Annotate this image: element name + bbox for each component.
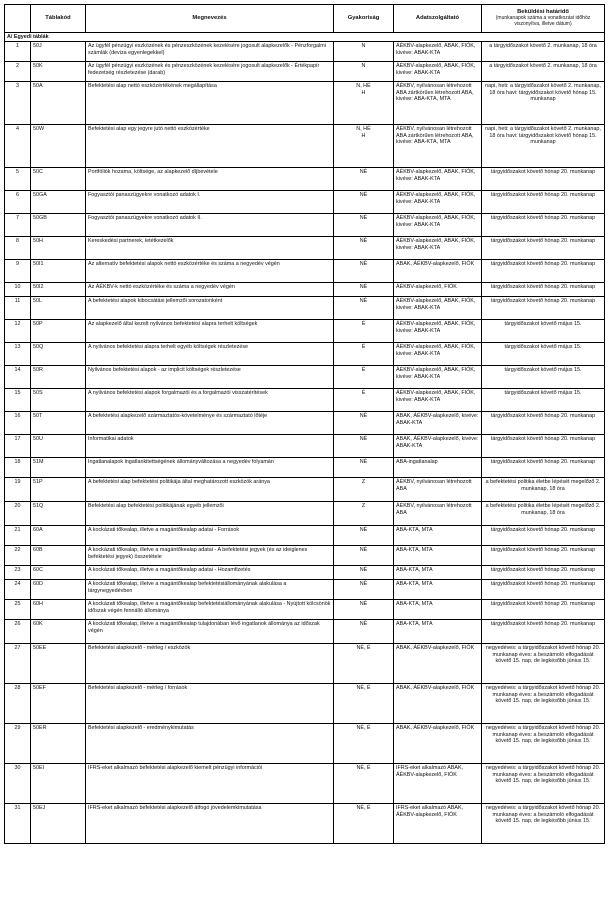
deadline: tárgyidőszakot követő hónap 20. munkanap <box>482 412 605 435</box>
frequency: NÉ, É <box>334 764 394 804</box>
deadline: a tárgyidőszakot követő 2. munkanap, 18 óra <box>482 62 605 82</box>
table-code: 50C <box>31 168 86 191</box>
header-name: Megnevezés <box>86 5 334 33</box>
table-row <box>5 62 605 82</box>
header-num <box>5 5 31 33</box>
table-code: 60A <box>31 526 86 546</box>
table-header-row <box>5 5 605 33</box>
frequency: NÉ <box>334 620 394 644</box>
data-provider: ABAK, ÁÉKBV-alapkezelő, FIÓK <box>394 260 482 283</box>
table-code: 50EF <box>31 684 86 724</box>
table-row <box>5 366 605 389</box>
table-code: 51Q <box>31 502 86 526</box>
deadline: a tárgyidőszakot követő 2. munkanap, 18 óra <box>482 42 605 62</box>
table-name: A befektetési alapkezelő származtatós-követelménye és származtató lőtéje <box>86 412 334 435</box>
deadline: tárgyidőszakot követő május 15. <box>482 343 605 366</box>
frequency: NÉ, É <box>334 644 394 684</box>
deadline: a befektetési politika életbe lépését megelőző 2. munkanap, 18 óra <box>482 502 605 526</box>
frequency: NÉ <box>334 435 394 458</box>
row-number: 16 <box>5 412 31 435</box>
data-provider: ABAK, ÁÉKBV-alapkezelő, kivéve: ABAK-KTA <box>394 412 482 435</box>
deadline: tárgyidőszakot követő május 15. <box>482 366 605 389</box>
table-name: A kockázati tőkealap, illetve a magántőkealap adatai - Források <box>86 526 334 546</box>
frequency: NÉ <box>334 546 394 566</box>
table-name: Az alapkezelő által kezelt nyilvános befektetési alapra terhelt költségek <box>86 320 334 343</box>
table-name: Kereskedési partnerek, letétkezelők <box>86 237 334 260</box>
deadline: tárgyidőszakot követő hónap 20. munkanap <box>482 283 605 297</box>
table-code: 50EE <box>31 644 86 684</box>
table-row <box>5 283 605 297</box>
data-provider: ÁÉKBV-alapkezelő, ABAK, FIÓK, kivéve: ABAK-KTA <box>394 168 482 191</box>
row-number: 7 <box>5 214 31 237</box>
table-row <box>5 526 605 546</box>
table-row <box>5 684 605 724</box>
table-row <box>5 458 605 478</box>
table-code: 50P <box>31 320 86 343</box>
deadline: tárgyidőszakot követő hónap 20. munkanap <box>482 566 605 580</box>
table-name: A kockázati tőkealap, illetve a magántőkealap befektetésiállományának alakulása - Nyújtott kölcsönök időszak végén fennálló állománya <box>86 600 334 620</box>
table-name: Nyilvános befektetési alapok - az implicit költségek részletezése <box>86 366 334 389</box>
table-name: Portfóliók hozama, költsége, az alapkezelő díjbevétele <box>86 168 334 191</box>
deadline: a befektetési politika életbe lépését megelőző 2. munkanap, 18 óra <box>482 478 605 502</box>
deadline: negyedéves: a tárgyidőszakot követő hónap 20. munkanap éves: a beszámoló elfogadását követő 15. nap, de legkésőbb június 15. <box>482 804 605 844</box>
data-provider: ÁÉKBV, nyilvánosan létrehozott ABA <box>394 478 482 502</box>
table-name: IFRS-eket alkalmazó befektetési alapkezelő kiemelt pénzügyi információi <box>86 764 334 804</box>
table-code: 50S <box>31 389 86 412</box>
table-row <box>5 566 605 580</box>
table-row <box>5 260 605 283</box>
table-name: A nyilvános befektetési alapok forgalmazói és a forgalmazói visszatérítések <box>86 389 334 412</box>
table-code: 50J <box>31 42 86 62</box>
table-name: Informatikai adatok <box>86 435 334 458</box>
row-number: 21 <box>5 526 31 546</box>
table-name: A kockázati tőkealap, illetve a magántőkealap befektetésiállományának alakulása a tárgynegyedévben <box>86 580 334 600</box>
row-number: 31 <box>5 804 31 844</box>
frequency: NÉ <box>334 412 394 435</box>
row-number: 18 <box>5 458 31 478</box>
header-deadline-note: (munkanapok száma a vonatkozási időhöz viszonyítva, illetve dátum) <box>495 15 591 27</box>
data-provider: ÁÉKBV-alapkezelő, ABAK, FIÓK, kivéve: ABAK-KTA <box>394 191 482 214</box>
data-provider: ÁÉKBV-alapkezelő, FIÓK <box>394 283 482 297</box>
table-code: 50A <box>31 82 86 125</box>
table-code: 50H <box>31 237 86 260</box>
table-name: Fogyasztói panaszügyekre vonatkozó adatok I. <box>86 191 334 214</box>
table-code: 50L <box>31 297 86 320</box>
frequency: NÉ <box>334 168 394 191</box>
table-name: Az ügyfél pénzügyi eszközének és pénzeszközének kezelésére jogosult alapkezelők - Értékpapír fedezetség részletezése (darab) <box>86 62 334 82</box>
table-name: Befektetési alap befektetési politikájának egyéb jellemzői <box>86 502 334 526</box>
row-number: 1 <box>5 42 31 62</box>
row-number: 5 <box>5 168 31 191</box>
table-name: A nyilvános befektetési alapra terhelt egyéb költségek részletezése <box>86 343 334 366</box>
deadline: tárgyidőszakot követő hónap 20. munkanap <box>482 237 605 260</box>
table-name: A befektetési alapok kibocsátási jellemzői sorozatonként <box>86 297 334 320</box>
deadline: napi, heti: a tárgyidőszakot követő 2. munkanap, 18 óra havi: tárgyidőszakot követő hónap 15. munkanap <box>482 125 605 168</box>
table-row <box>5 478 605 502</box>
data-provider: ÁÉKBV-alapkezelő, ABAK, FIÓK, kivéve: ABAK-KTA <box>394 343 482 366</box>
table-code: 50R <box>31 366 86 389</box>
row-number: 20 <box>5 502 31 526</box>
frequency: NÉ <box>334 237 394 260</box>
data-provider: ÁÉKBV-alapkezelő, ABAK, FIÓK, kivéve: ABAK-KTA <box>394 62 482 82</box>
frequency: Z <box>334 478 394 502</box>
data-provider: ÁÉKBV, nyilvánosan létrehozott ABA <box>394 502 482 526</box>
table-name: Befektetési alapkezelő - eredménykimutatás <box>86 724 334 764</box>
deadline: tárgyidőszakot követő hónap 20. munkanap <box>482 297 605 320</box>
table-code: 50EJ <box>31 804 86 844</box>
table-name: A kockázati tőkealap, illetve a magántőkealap tulajdonában lévő ingatlanok állománya az időszak végén <box>86 620 334 644</box>
frequency: NÉ <box>334 214 394 237</box>
table-code: 60K <box>31 620 86 644</box>
deadline: napi, heti: a tárgyidőszakot követő 2. munkanap, 18 óra havi: tárgyidőszakot követő hónap 15. munkanap <box>482 82 605 125</box>
table-name: Fogyasztói panaszügyekre vonatkozó adatok II. <box>86 214 334 237</box>
table-row <box>5 389 605 412</box>
data-provider: ÁÉKBV-alapkezelő, ABAK, FIÓK, kivéve: ABAK-KTA <box>394 320 482 343</box>
row-number: 19 <box>5 478 31 502</box>
table-name: A befektetési alap befektetési politikája által meghatározott eszközök aránya <box>86 478 334 502</box>
data-provider: ABA-KTA, MTA <box>394 526 482 546</box>
table-row <box>5 502 605 526</box>
table-name: A kockázati tőkealap, illetve a magántőkealap adatai - Hozamfizetés <box>86 566 334 580</box>
table-row <box>5 600 605 620</box>
frequency: É <box>334 320 394 343</box>
frequency: NÉ, É <box>334 804 394 844</box>
row-number: 2 <box>5 62 31 82</box>
table-code: 50I2 <box>31 283 86 297</box>
table-code: 60C <box>31 566 86 580</box>
deadline: tárgyidőszakot követő hónap 20. munkanap <box>482 580 605 600</box>
frequency: N, HÉ H <box>334 82 394 125</box>
table-row <box>5 125 605 168</box>
table-name: Befektetési alapkezelő - mérleg / eszközök <box>86 644 334 684</box>
row-number: 12 <box>5 320 31 343</box>
data-provider: ABA-ingatlanalap <box>394 458 482 478</box>
data-provider: ABAK, ÁÉKBV-alapkezelő, FIÓK <box>394 724 482 764</box>
frequency: NÉ <box>334 191 394 214</box>
table-code: 50GA <box>31 191 86 214</box>
header-provider: Adatszolgáltató <box>394 5 482 33</box>
frequency: NÉ <box>334 526 394 546</box>
frequency: NÉ <box>334 283 394 297</box>
data-provider: ÁÉKBV-alapkezelő, ABAK, FIÓK, kivéve: ABAK-KTA <box>394 366 482 389</box>
data-provider: IFRS-eket alkalmazó ABAK, ÁÉKBV-alapkezelő, FIÓK <box>394 764 482 804</box>
table-row <box>5 724 605 764</box>
table-row <box>5 297 605 320</box>
row-number: 22 <box>5 546 31 566</box>
table-row <box>5 82 605 125</box>
deadline: tárgyidőszakot követő hónap 20. munkanap <box>482 458 605 478</box>
frequency: É <box>334 389 394 412</box>
deadline: tárgyidőszakot követő hónap 20. munkanap <box>482 260 605 283</box>
table-name: Az alternatív befektetési alapok nettó eszközértéke és száma a negyedév végén <box>86 260 334 283</box>
data-provider: ABAK, ÁÉKBV-alapkezelő, kivéve: ABAK-KTA <box>394 435 482 458</box>
table-row <box>5 580 605 600</box>
row-number: 24 <box>5 580 31 600</box>
table-row <box>5 343 605 366</box>
frequency: NÉ <box>334 297 394 320</box>
data-provider: ÁÉKBV-alapkezelő, ABAK, FIÓK, kivéve: ABAK-KTA <box>394 297 482 320</box>
deadline: tárgyidőszakot követő hónap 20. munkanap <box>482 600 605 620</box>
data-provider: ABA-KTA, MTA <box>394 600 482 620</box>
table-row <box>5 546 605 566</box>
deadline: tárgyidőszakot követő május 15. <box>482 320 605 343</box>
data-provider: ABA-KTA, MTA <box>394 566 482 580</box>
deadline: tárgyidőszakot követő hónap 20. munkanap <box>482 191 605 214</box>
table-code: 50ER <box>31 724 86 764</box>
table-row <box>5 237 605 260</box>
table-name: Az ügyfél pénzügyi eszközének és pénzeszközének kezelésére jogosult alapkezelők - Pénzforgalmi számlák (deviza egyenlegekkel) <box>86 42 334 62</box>
row-number: 23 <box>5 566 31 580</box>
data-provider: ABA-KTA, MTA <box>394 580 482 600</box>
frequency: N <box>334 62 394 82</box>
table-name: Befektetési alap nettó eszközértékének megállapítása <box>86 82 334 125</box>
data-provider: ÁÉKBV-alapkezelő, ABAK, FIÓK, kivéve: ABAK-KTA <box>394 42 482 62</box>
table-row <box>5 320 605 343</box>
table-code: 51M <box>31 458 86 478</box>
frequency: NÉ, É <box>334 724 394 764</box>
deadline: negyedéves: a tárgyidőszakot követő hónap 20. munkanap éves: a beszámoló elfogadását követő 15. nap, de legkésőbb június 15. <box>482 644 605 684</box>
table-row <box>5 804 605 844</box>
header-code: Táblakód <box>31 5 86 33</box>
data-provider: ÁÉKBV-alapkezelő, ABAK, FIÓK, kivéve: ABAK-KTA <box>394 389 482 412</box>
row-number: 26 <box>5 620 31 644</box>
row-number: 14 <box>5 366 31 389</box>
frequency: N <box>334 42 394 62</box>
table-name: Ingatlanalapok ingatlankitettségének állományváltozása a negyedév folyamán <box>86 458 334 478</box>
table-row <box>5 42 605 62</box>
section-row <box>5 33 605 42</box>
table-code: 60D <box>31 580 86 600</box>
header-frequency: Gyakoriság <box>334 5 394 33</box>
deadline: tárgyidőszakot követő hónap 20. munkanap <box>482 620 605 644</box>
row-number: 15 <box>5 389 31 412</box>
frequency: Z <box>334 502 394 526</box>
frequency: É <box>334 343 394 366</box>
deadline: tárgyidőszakot követő hónap 20. munkanap <box>482 435 605 458</box>
row-number: 27 <box>5 644 31 684</box>
data-provider: ABAK, ÁÉKBV-alapkezelő, FIÓK <box>394 644 482 684</box>
deadline: tárgyidőszakot követő hónap 20. munkanap <box>482 214 605 237</box>
frequency: NÉ, É <box>334 684 394 724</box>
table-code: 50W <box>31 125 86 168</box>
row-number: 25 <box>5 600 31 620</box>
row-number: 11 <box>5 297 31 320</box>
deadline: negyedéves: a tárgyidőszakot követő hónap 20. munkanap éves: a beszámoló elfogadását követő 15. nap, de legkésőbb június 15. <box>482 724 605 764</box>
table-code: 50I1 <box>31 260 86 283</box>
table-name: IFRS-eket alkalmazó befektetési alapkezelő átfogó jövedelemkimutatása <box>86 804 334 844</box>
table-code: 60B <box>31 546 86 566</box>
table-name: Befektetési alap egy jegyre jutó nettó eszközértéke <box>86 125 334 168</box>
frequency: NÉ <box>334 260 394 283</box>
deadline: tárgyidőszakot követő hónap 20. munkanap <box>482 546 605 566</box>
data-provider: ABAK, ÁÉKBV-alapkezelő, FIÓK <box>394 684 482 724</box>
deadline: negyedéves: a tárgyidőszakot követő hónap 20. munkanap éves: a beszámoló elfogadását követő 15. nap, de legkésőbb június 15. <box>482 684 605 724</box>
row-number: 29 <box>5 724 31 764</box>
row-number: 6 <box>5 191 31 214</box>
row-number: 8 <box>5 237 31 260</box>
table-name: Befektetési alapkezelő - mérleg / források <box>86 684 334 724</box>
data-provider: ÁÉKBV, nyilvánosan létrehozott ABA zártkörűen létrehozott ABA, kivéve: ABA-KTA, MTA <box>394 82 482 125</box>
table-code: 50Q <box>31 343 86 366</box>
table-row <box>5 620 605 644</box>
deadline: tárgyidőszakot követő hónap 20. munkanap <box>482 168 605 191</box>
row-number: 3 <box>5 82 31 125</box>
row-number: 30 <box>5 764 31 804</box>
data-provider: ÁÉKBV-alapkezelő, ABAK, FIÓK, kivéve: ABAK-KTA <box>394 214 482 237</box>
frequency: NÉ <box>334 458 394 478</box>
frequency: N, HÉ H <box>334 125 394 168</box>
table-row <box>5 435 605 458</box>
frequency: É <box>334 366 394 389</box>
deadline: tárgyidőszakot követő május 15. <box>482 389 605 412</box>
section-title: A/ Egyedi táblák <box>5 33 605 42</box>
table-name: Az ÁÉKBV-k nettó eszközértéke és száma a negyedév végén <box>86 283 334 297</box>
row-number: 13 <box>5 343 31 366</box>
row-number: 28 <box>5 684 31 724</box>
table-code: 50T <box>31 412 86 435</box>
data-provider: IFRS-eket alkalmazó ABAK, ÁÉKBV-alapkezelő, FIÓK <box>394 804 482 844</box>
data-provider: ÁÉKBV, nyilvánosan létrehozott ABA zártkörűen létrehozott ABA, kivéve: ABA-KTA, MTA <box>394 125 482 168</box>
table-row <box>5 191 605 214</box>
row-number: 10 <box>5 283 31 297</box>
frequency: NÉ <box>334 580 394 600</box>
table-row <box>5 214 605 237</box>
row-number: 17 <box>5 435 31 458</box>
data-provider: ABA-KTA, MTA <box>394 620 482 644</box>
table-code: 50U <box>31 435 86 458</box>
table-row <box>5 168 605 191</box>
header-deadline-title: Beküldési határidő <box>517 9 569 16</box>
row-number: 9 <box>5 260 31 283</box>
data-provider: ÁÉKBV-alapkezelő, ABAK, FIÓK, kivéve: ABAK-KTA <box>394 237 482 260</box>
table-code: 50K <box>31 62 86 82</box>
row-number: 4 <box>5 125 31 168</box>
table-row <box>5 412 605 435</box>
table-code: 51P <box>31 478 86 502</box>
frequency: NÉ <box>334 600 394 620</box>
table-code: 50EI <box>31 764 86 804</box>
table-code: 50GB <box>31 214 86 237</box>
deadline: negyedéves: a tárgyidőszakot követő hónap 20. munkanap éves: a beszámoló elfogadását követő 15. nap, de legkésőbb június 15. <box>482 764 605 804</box>
reporting-table <box>4 4 605 844</box>
table-row <box>5 644 605 684</box>
table-code: 60H <box>31 600 86 620</box>
frequency: NÉ <box>334 566 394 580</box>
header-deadline <box>482 5 605 33</box>
data-provider: ABA-KTA, MTA <box>394 546 482 566</box>
table-name: A kockázati tőkealap, illetve a magántőkealap adatai - A befektetési jegyek (és az ideiglenes befektetési jegyek) összetétele <box>86 546 334 566</box>
table-row <box>5 764 605 804</box>
deadline: tárgyidőszakot követő hónap 20. munkanap <box>482 526 605 546</box>
